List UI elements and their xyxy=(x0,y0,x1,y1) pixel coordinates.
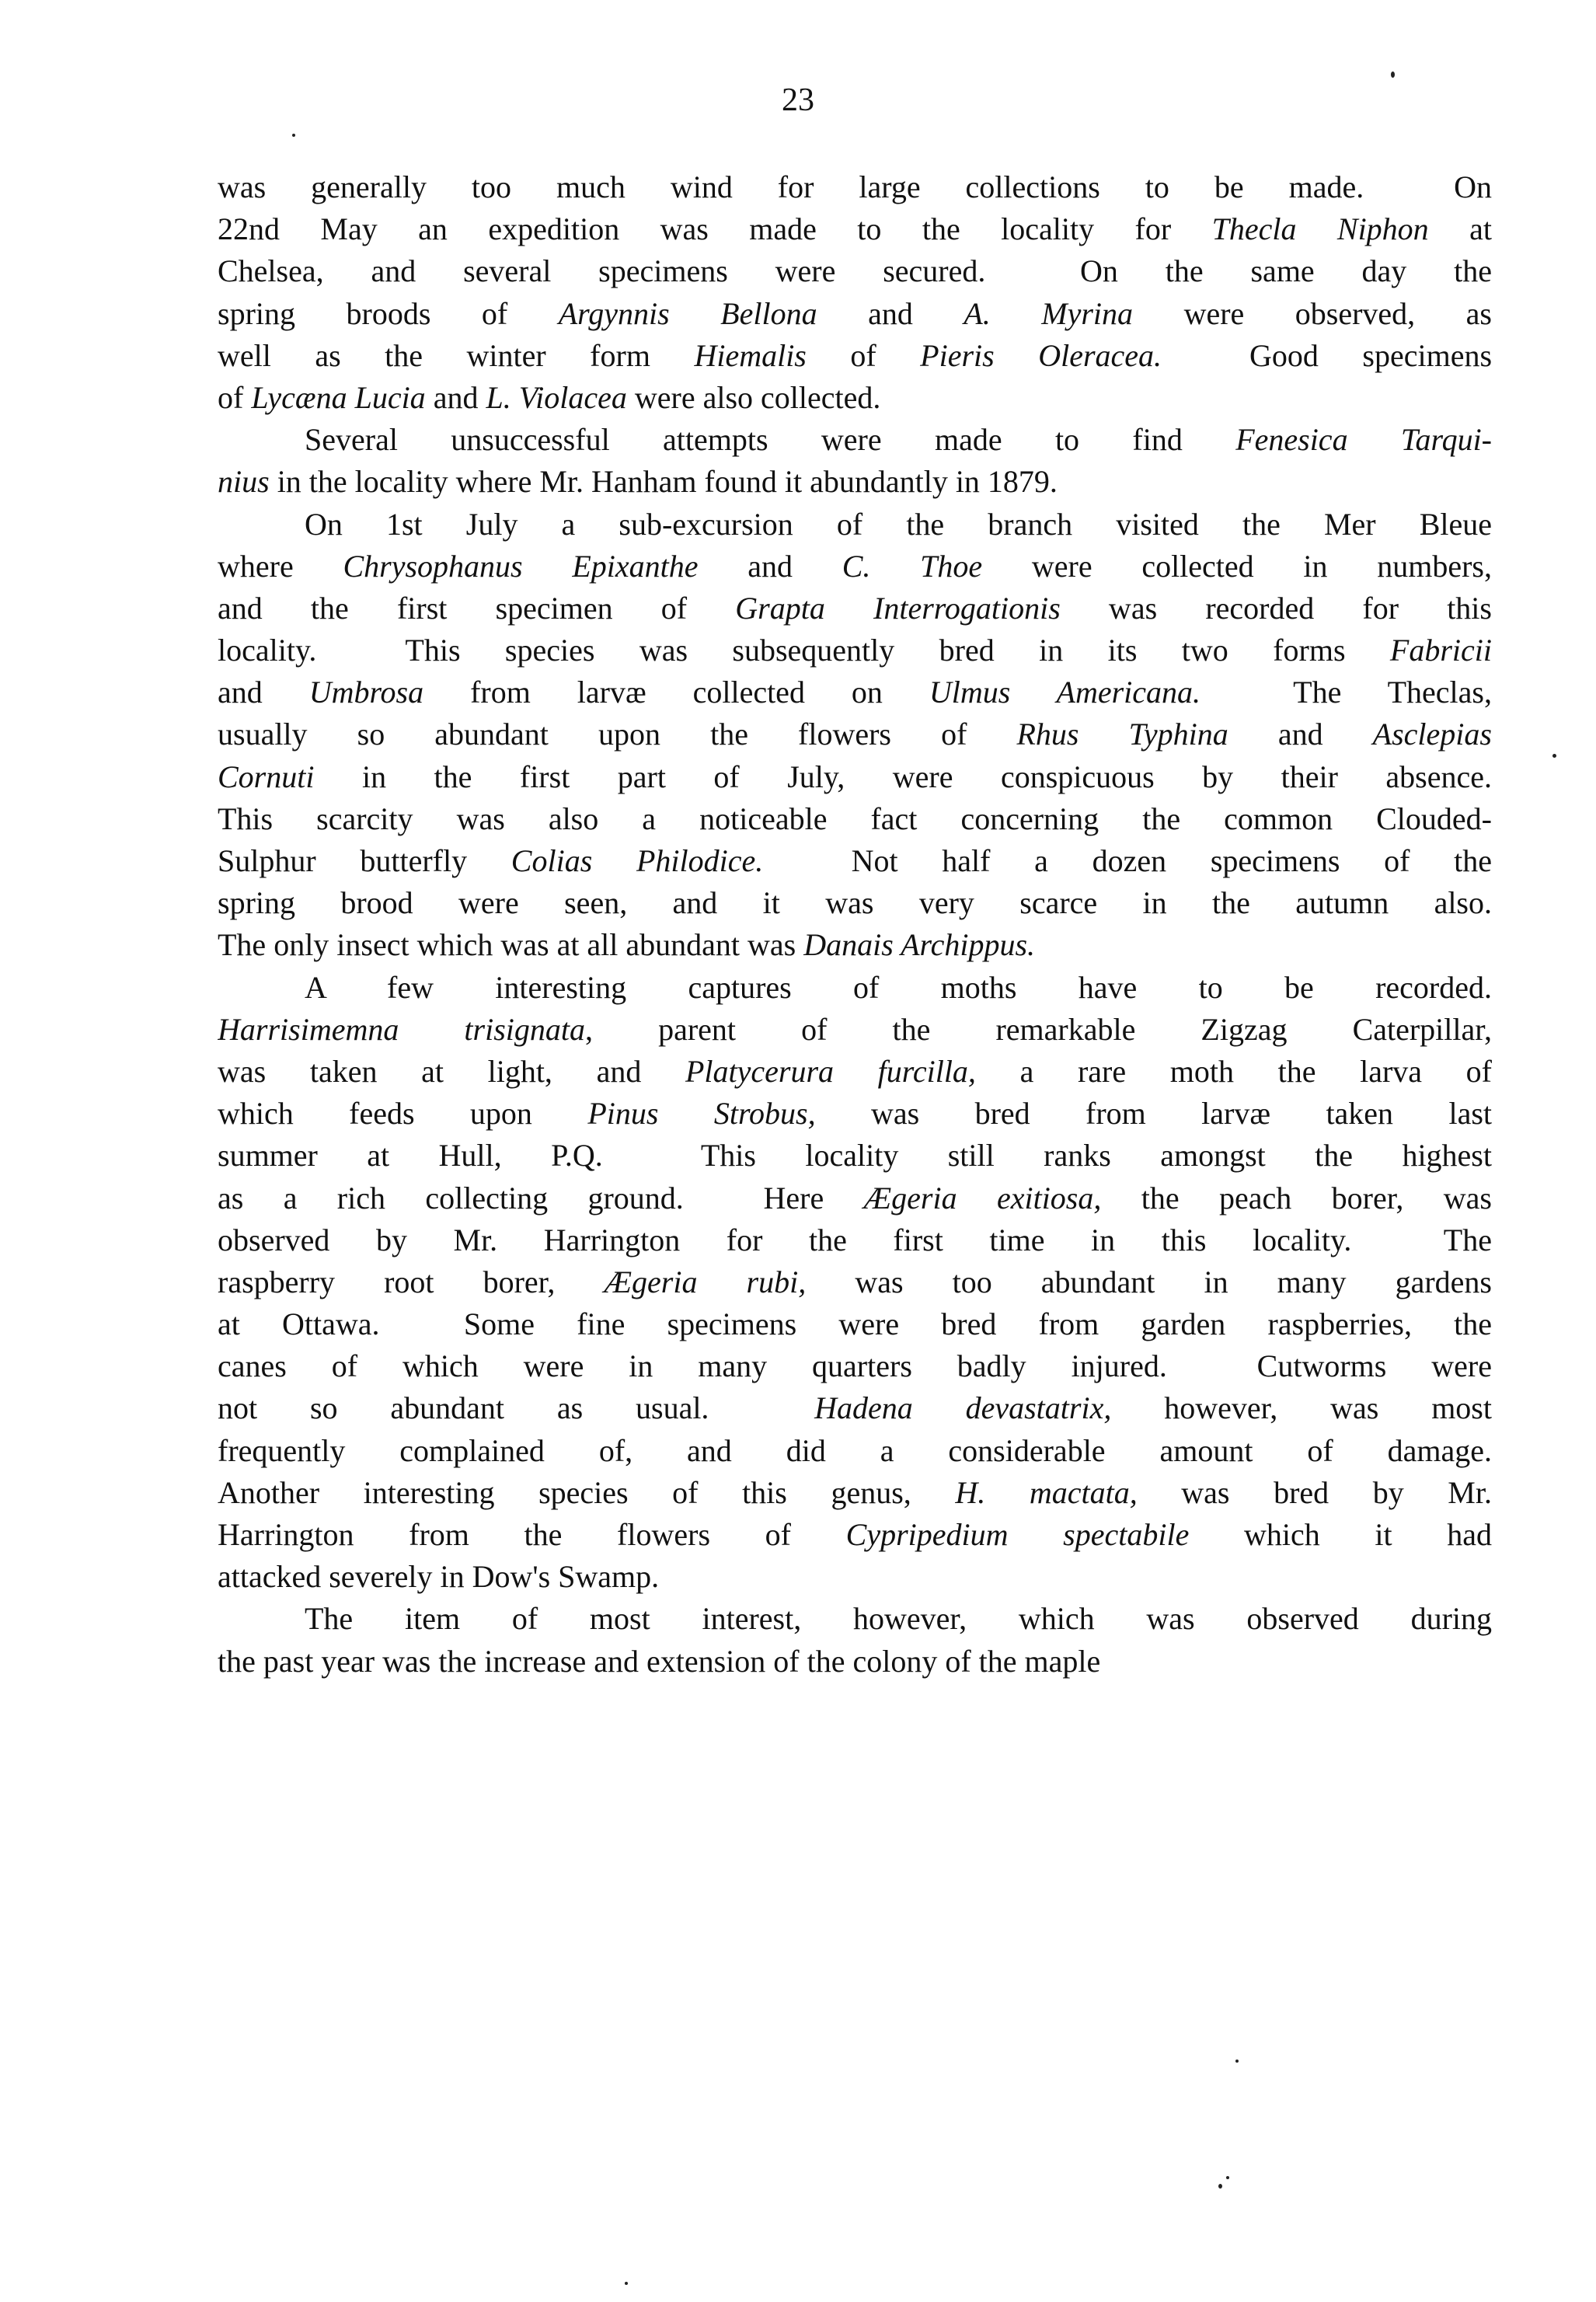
text-segment: not so abundant as usual. xyxy=(218,1390,815,1426)
text-segment: Another interesting species of this genus, xyxy=(218,1474,956,1510)
text-segment: Good specimens xyxy=(1162,337,1492,373)
text-segment: which feeds upon xyxy=(218,1096,588,1132)
text-segment: at xyxy=(1428,211,1492,247)
text-line xyxy=(218,1556,1492,1598)
text-line xyxy=(218,882,1492,924)
text-segment: summer at Hull, P.Q. This locality still ranks amongst the highest xyxy=(218,1138,1492,1174)
text-line xyxy=(218,713,1492,755)
text-segment: as a rich collecting ground. Here xyxy=(218,1180,864,1216)
text-segment: The only insect which was at all abundant was xyxy=(218,927,804,963)
text-segment: was too abundant in many gardens xyxy=(806,1264,1492,1299)
italic-text-segment: Fenesica Tarqui- xyxy=(1235,422,1492,458)
text-segment: of xyxy=(806,337,921,373)
paragraph xyxy=(218,504,1492,967)
text-segment: The Theclas, xyxy=(1200,675,1492,710)
italic-text-segment: H. mactata, xyxy=(955,1474,1138,1510)
text-segment: This scarcity was also a noticeable fact concerning the common Clouded- xyxy=(218,800,1492,836)
paragraph xyxy=(218,419,1492,503)
text-line xyxy=(218,756,1492,798)
text-line xyxy=(218,546,1492,588)
text-line xyxy=(218,1261,1492,1303)
text-segment: was bred from larvæ taken last xyxy=(815,1096,1492,1132)
text-segment: where xyxy=(218,548,343,584)
text-segment: 22nd May an expedition was made to the locality for xyxy=(218,211,1212,247)
text-line xyxy=(218,840,1492,882)
text-line xyxy=(218,1514,1492,1556)
text-line xyxy=(218,630,1492,671)
text-line xyxy=(218,1093,1492,1135)
text-line xyxy=(218,293,1492,335)
text-line xyxy=(218,419,1492,461)
text-segment: On 1st July a sub-excursion of the branch visited the Mer Bleue xyxy=(305,506,1492,542)
scan-speck xyxy=(1235,2060,1239,2063)
italic-text-segment: Danais Archippus. xyxy=(803,927,1036,963)
text-line xyxy=(218,1387,1492,1429)
italic-text-segment: Pieris Oleracea. xyxy=(920,337,1162,373)
text-segment: however, was most xyxy=(1111,1390,1492,1426)
text-segment: in the first part of July, were conspicuous by their absence. xyxy=(314,759,1492,794)
italic-text-segment: Colias Philodice. xyxy=(511,843,764,878)
italic-text-segment: Harrisimemna trisignata xyxy=(218,1011,586,1047)
text-segment: was generally too much wind for large collections to be made. On xyxy=(218,169,1492,204)
text-segment: attacked severely in Dow's Swamp. xyxy=(218,1559,660,1595)
text-segment: were observed, as xyxy=(1133,295,1492,331)
italic-text-segment: Hiemalis xyxy=(694,337,807,373)
text-line xyxy=(218,1303,1492,1345)
text-segment: and xyxy=(425,379,486,415)
text-segment: and xyxy=(1228,717,1373,752)
italic-text-segment: Argynnis Bellona xyxy=(558,295,817,331)
text-segment: spring broods of xyxy=(218,295,559,331)
text-line xyxy=(218,166,1492,208)
text-line xyxy=(218,208,1492,250)
text-line xyxy=(218,1135,1492,1177)
text-line xyxy=(218,967,1492,1009)
text-segment: and xyxy=(817,295,964,331)
text-segment: The item of most interest, however, which was observed during xyxy=(305,1601,1492,1637)
text-segment: Several unsuccessful attempts were made to find xyxy=(305,422,1236,458)
text-segment: well as the winter form xyxy=(218,337,695,373)
text-segment: , parent of the remarkable Zigzag Caterpillar, xyxy=(585,1011,1492,1047)
italic-text-segment: L. Violacea xyxy=(486,379,627,415)
italic-text-segment: Asclepias xyxy=(1372,717,1492,752)
text-line xyxy=(218,377,1492,419)
page-number: 23 xyxy=(782,82,814,118)
text-segment: was recorded for this xyxy=(1060,590,1492,626)
body-text xyxy=(218,166,1492,1683)
text-segment: was taken at light, and xyxy=(218,1053,685,1089)
text-line xyxy=(218,798,1492,840)
text-segment: of xyxy=(218,379,252,415)
italic-text-segment: Cypripedium spectabile xyxy=(845,1517,1190,1552)
text-segment: A few interesting captures of moths have to be recorded. xyxy=(305,969,1492,1005)
text-line xyxy=(218,1598,1492,1640)
text-line xyxy=(218,250,1492,292)
text-segment: and the first specimen of xyxy=(218,590,736,626)
paragraph xyxy=(218,166,1492,419)
text-line xyxy=(218,924,1492,966)
scan-speck xyxy=(1552,754,1556,758)
scan-speck xyxy=(292,134,295,137)
text-segment: and xyxy=(218,675,309,710)
text-line xyxy=(218,1219,1492,1261)
text-segment: Sulphur butterfly xyxy=(218,843,511,878)
italic-text-segment: A. Myrina xyxy=(964,295,1134,331)
text-segment: a rare moth the larva of xyxy=(975,1053,1492,1089)
text-segment: usually so abundant upon the flowers of xyxy=(218,717,1017,752)
scan-speck xyxy=(1391,72,1395,78)
italic-text-segment: nius xyxy=(218,464,270,500)
text-line xyxy=(218,1641,1492,1683)
italic-text-segment: Ægeria exitiosa, xyxy=(863,1180,1102,1216)
text-segment: from larvæ collected on xyxy=(423,675,929,710)
italic-text-segment: Thecla Niphon xyxy=(1211,211,1429,247)
scan-speck xyxy=(625,2282,628,2285)
text-segment: were collected in numbers, xyxy=(982,548,1492,584)
text-segment: raspberry root borer, xyxy=(218,1264,605,1299)
text-line xyxy=(218,1177,1492,1219)
text-segment: in the locality where Mr. Hanham found it abundantly in 1879. xyxy=(269,464,1058,500)
text-segment: frequently complained of, and did a considerable amount of damage. xyxy=(218,1432,1492,1468)
paragraph xyxy=(218,967,1492,1599)
text-segment: observed by Mr. Harrington for the first time in this locality. The xyxy=(218,1222,1492,1257)
text-segment: locality. This species was subsequently bred in its two forms xyxy=(218,633,1390,668)
italic-text-segment: Ulmus Americana. xyxy=(929,675,1201,710)
italic-text-segment: Platycerura furcilla, xyxy=(685,1053,976,1089)
text-line xyxy=(218,1430,1492,1472)
text-line xyxy=(218,1345,1492,1387)
text-segment: the past year was the increase and extension of the colony of the maple xyxy=(218,1643,1101,1679)
text-line xyxy=(218,1009,1492,1051)
italic-text-segment: Hadena devastatrix, xyxy=(814,1390,1112,1426)
italic-text-segment: Rhus Typhina xyxy=(1016,717,1228,752)
text-line xyxy=(218,588,1492,630)
italic-text-segment: Chrysophanus Epixanthe xyxy=(343,548,699,584)
text-line xyxy=(218,461,1492,503)
italic-text-segment: Grapta Interrogationis xyxy=(735,590,1061,626)
text-line xyxy=(218,671,1492,713)
text-segment: Not half a dozen specimens of the xyxy=(763,843,1492,878)
italic-text-segment: Lycæna Lucia xyxy=(251,379,426,415)
text-segment: canes of which were in many quarters badly injured. Cutworms were xyxy=(218,1348,1492,1384)
text-line xyxy=(218,335,1492,377)
text-line xyxy=(218,1472,1492,1514)
text-segment: which it had xyxy=(1189,1517,1492,1552)
text-line xyxy=(218,1051,1492,1093)
text-segment: spring brood were seen, and it was very scarce in the autumn also. xyxy=(218,885,1492,921)
scan-speck xyxy=(1218,2184,1222,2189)
text-line xyxy=(218,504,1492,546)
text-segment: were also collected. xyxy=(626,379,881,415)
text-segment: Chelsea, and several specimens were secured. On the same day the xyxy=(218,253,1492,289)
text-segment: was bred by Mr. xyxy=(1137,1474,1492,1510)
text-segment: the peach borer, was xyxy=(1101,1180,1492,1216)
text-segment: at Ottawa. Some fine specimens were bred from garden raspberries, the xyxy=(218,1306,1492,1342)
italic-text-segment: C. Thoe xyxy=(842,548,983,584)
text-segment: and xyxy=(698,548,842,584)
scan-speck xyxy=(1226,2176,1229,2179)
italic-text-segment: Ægeria rubi, xyxy=(604,1264,807,1299)
paragraph xyxy=(218,1598,1492,1682)
italic-text-segment: Umbrosa xyxy=(308,675,424,710)
italic-text-segment: Fabricii xyxy=(1389,633,1492,668)
italic-text-segment: Pinus Strobus, xyxy=(587,1096,816,1132)
italic-text-segment: Cornuti xyxy=(218,759,315,794)
text-segment: Harrington from the flowers of xyxy=(218,1517,846,1552)
